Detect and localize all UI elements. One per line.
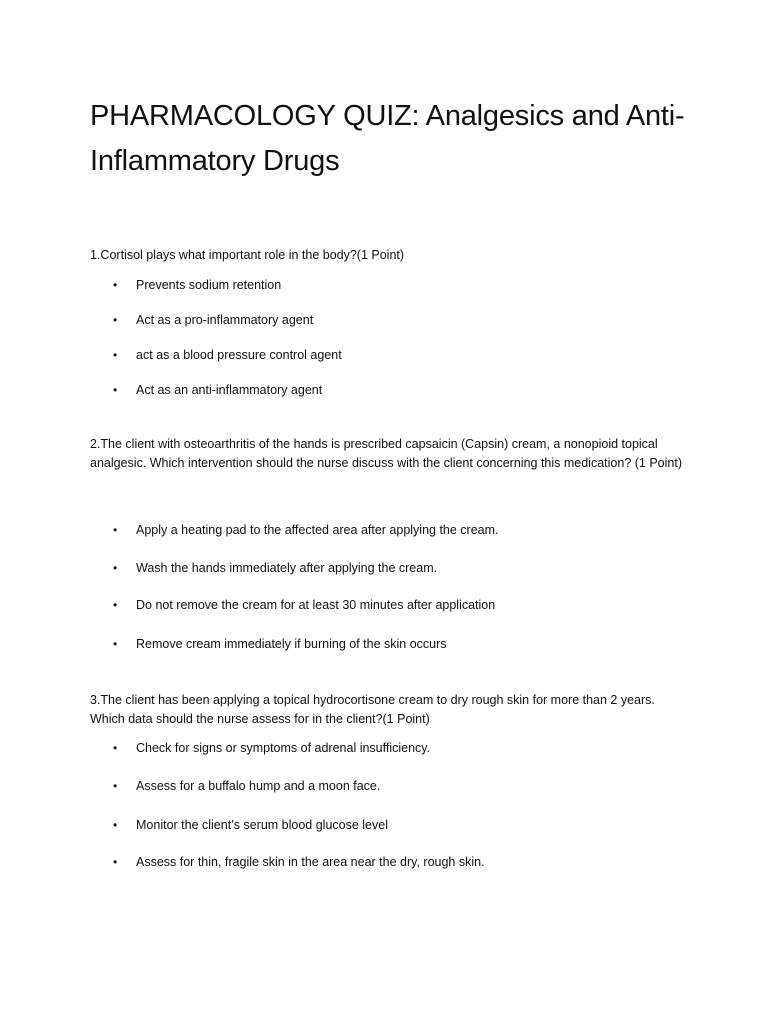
question-2-text: 2.The client with osteoarthritis of the hands is prescribed capsaicin (Capsin) cream, a nonopioid topical analgesic. Which intervention should the nurse discuss with the client concerning this medication? (1 Point) (90, 437, 682, 470)
list-item (0, 521, 768, 539)
option-text: Assess for thin, fragile skin in the area near the dry, rough skin. (136, 855, 485, 869)
bullet-icon: • (113, 779, 118, 793)
bullet-icon: • (113, 598, 118, 612)
list-item (0, 381, 768, 399)
bullet-icon: • (113, 561, 118, 575)
list-item (0, 596, 768, 614)
option-text: Act as a pro-inflammatory agent (136, 313, 314, 327)
option-text: Remove cream immediately if burning of the skin occurs (136, 637, 447, 651)
option-text: Check for signs or symptoms of adrenal insufficiency. (136, 741, 431, 755)
option-text: Do not remove the cream for at least 30 minutes after application (136, 598, 496, 612)
list-item (0, 635, 768, 653)
list-item (0, 816, 768, 834)
list-item (0, 739, 768, 757)
bullet-icon: • (113, 523, 118, 537)
bullet-icon: • (113, 741, 118, 755)
bullet-icon: • (113, 313, 118, 327)
bullet-icon: • (113, 278, 118, 292)
option-text: Prevents sodium retention (136, 278, 282, 292)
bullet-icon: • (113, 855, 118, 869)
bullet-icon: • (113, 348, 118, 362)
option-text: Wash the hands immediately after applying the cream. (136, 561, 438, 575)
page-title: PHARMACOLOGY QUIZ: Analgesics and Anti-Inflammatory Drugs (90, 100, 685, 177)
question-3-text: 3.The client has been applying a topical hydrocortisone cream to dry rough skin for more than 2 years. Which data should the nurse assess for in the client?(1 Point) (90, 693, 655, 726)
list-item (0, 777, 768, 795)
bullet-icon: • (113, 383, 118, 397)
option-text: act as a blood pressure control agent (136, 348, 342, 362)
list-item (0, 853, 768, 871)
list-item (0, 276, 768, 294)
option-text: Monitor the client’s serum blood glucose level (136, 818, 388, 832)
option-text: Apply a heating pad to the affected area after applying the cream. (136, 523, 499, 537)
bullet-icon: • (113, 818, 118, 832)
list-item (0, 311, 768, 329)
list-item (0, 346, 768, 364)
option-text: Act as an anti-inflammatory agent (136, 383, 323, 397)
list-item (0, 559, 768, 577)
option-text: Assess for a buffalo hump and a moon face. (136, 779, 381, 793)
question-1-text: 1.Cortisol plays what important role in the body?(1 Point) (90, 248, 405, 262)
bullet-icon: • (113, 637, 118, 651)
